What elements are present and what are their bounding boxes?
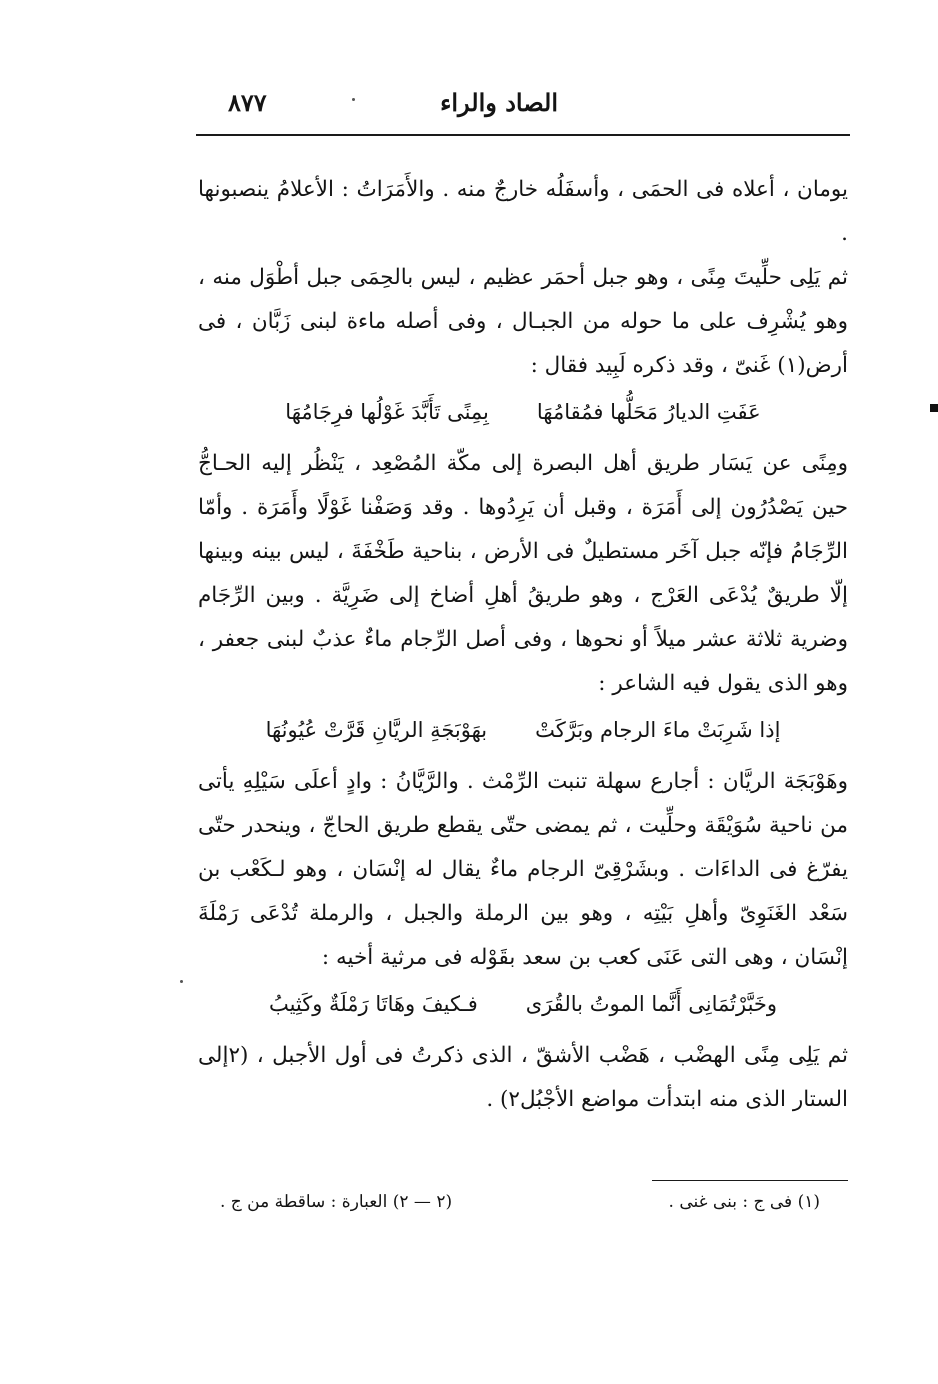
ink-speck [180, 980, 183, 983]
paragraph-4: وهَوْبَجَة الريَّان : أجارع سهلة تنبت الرِّمْث . والرَّيَّانُ : وادٍ أعلَى سَيْلِهِ يأتى من ناحية سُوَيْقَة وحلِّيت ، ثم يمضى حتّى يقطع طريق الحاجّ ، وينحدر حتّى يفرّغ فى الداءَات . وبشَرْقِىّ الرجام ماءٌ يقال له إنْسَان ، وهو لـكَعْب بن سَعْد الغَنَوِىّ وأهلِ بَيْتِه ، وهو بين الرملة والجبل ، والرملة تُدْعَى رَمْلَةَ إنْسَان ، وهى التى عَنَى كعب بن سعد بقَوْله فى مرثية أخيه : [198, 769, 848, 970]
ink-speck [352, 98, 355, 101]
running-title: الصاد والراء [440, 88, 558, 117]
paragraph-2: ثم يَلِى حلِّيتَ مِنًى ، وهو جبل أحمَر عظيم ، ليس بالحِمَى جبل أطْوَل منه ، وهو يُشْرِف على ما حوله من الجبـال ، وفى أصله ماءة لبنى زَبَّان ، فى أرض(١) غَنىّ ، وقد ذكره لَبِيد فقال : [198, 265, 848, 378]
header-rule [196, 134, 850, 136]
verse-2-first-hemistich: إذا شَرِبَتْ ماءَ الرجام وبَرَّكَتْ [535, 718, 781, 742]
verse-2-second-hemistich: بهَوْبَجَةِ الريَّانِ قَرَّتْ عُيُونُهَا [265, 718, 488, 742]
verse-2 [198, 708, 848, 752]
verse-1-first-hemistich: عَفَتِ الديارُ مَحَلُّها فمُقامُهَا [536, 400, 761, 424]
verse-1 [198, 390, 848, 434]
verse-3 [198, 982, 848, 1026]
margin-mark [930, 404, 938, 412]
paragraph-1: يومان ، أعلاه فى الحمَى ، وأسفَلُه خارجٌ منه . والأَمَرَاتُ : الأعلامُ ينصبونها . [198, 177, 848, 246]
footnotes [220, 1192, 820, 1222]
page-number: ٨٧٧ [228, 88, 267, 117]
footnote-rule [652, 1180, 848, 1181]
footnote-1: (١) فى ج : بنى غنى . [668, 1192, 820, 1212]
paragraph-3: ومِنًى عن يَسَار طريق أهل البصرة إلى مكّة المُصْعِد ، يَنْظُر إليه الحـاجُّ حين يَصْدُرُون إلى أَمَرَة ، وقبل أن يَرِدُوها . وقد وَصَفْنا غَوْلًا وأَمَرَة . وأمّا الرِّجَامُ فإنّه جبل آخَر مستطيلٌ فى الأرض ، بناحية طَخْفَةَ ، ليس بينه وبينها إلّا طريقٌ يُدْعَى العَرْج ، وهو طريقُ أهلِ أضاخ إلى ضَرِيَّة . وبين الرِّجَام وضرية ثلاثة عشر ميلاً أو نحوها ، وفى أصل الرِّجام ماءٌ عذبٌ لبنى جعفر ، وهو الذى يقول فيه الشاعر : [198, 451, 848, 696]
verse-3-first-hemistich: وخَبَّرْتُمَانِى أَنَّما الموتُ بالقُرَى [525, 992, 778, 1016]
page-header [198, 88, 848, 128]
paragraph-5: ثم يَلِى مِنًى الهضْب ، هَضْب الأشقّ ، الذى ذكرتُ فى أول الأجبل ، (٢إلى الستار الذى منه ابتدأت مواضع الأجْبُل٢) . [198, 1043, 848, 1112]
body-text [198, 168, 848, 1122]
verse-1-second-hemistich: بِمِنًى تَأَبَّدَ غَوْلُها فرِجَامُهَا [285, 400, 489, 424]
verse-3-second-hemistich: فـكيفَ وهَاتَا رَمْلَةٌ وكَثِيبُ [268, 992, 478, 1016]
footnote-2: (٢ — ٢) العبارة : ساقطة من ج . [220, 1192, 453, 1212]
